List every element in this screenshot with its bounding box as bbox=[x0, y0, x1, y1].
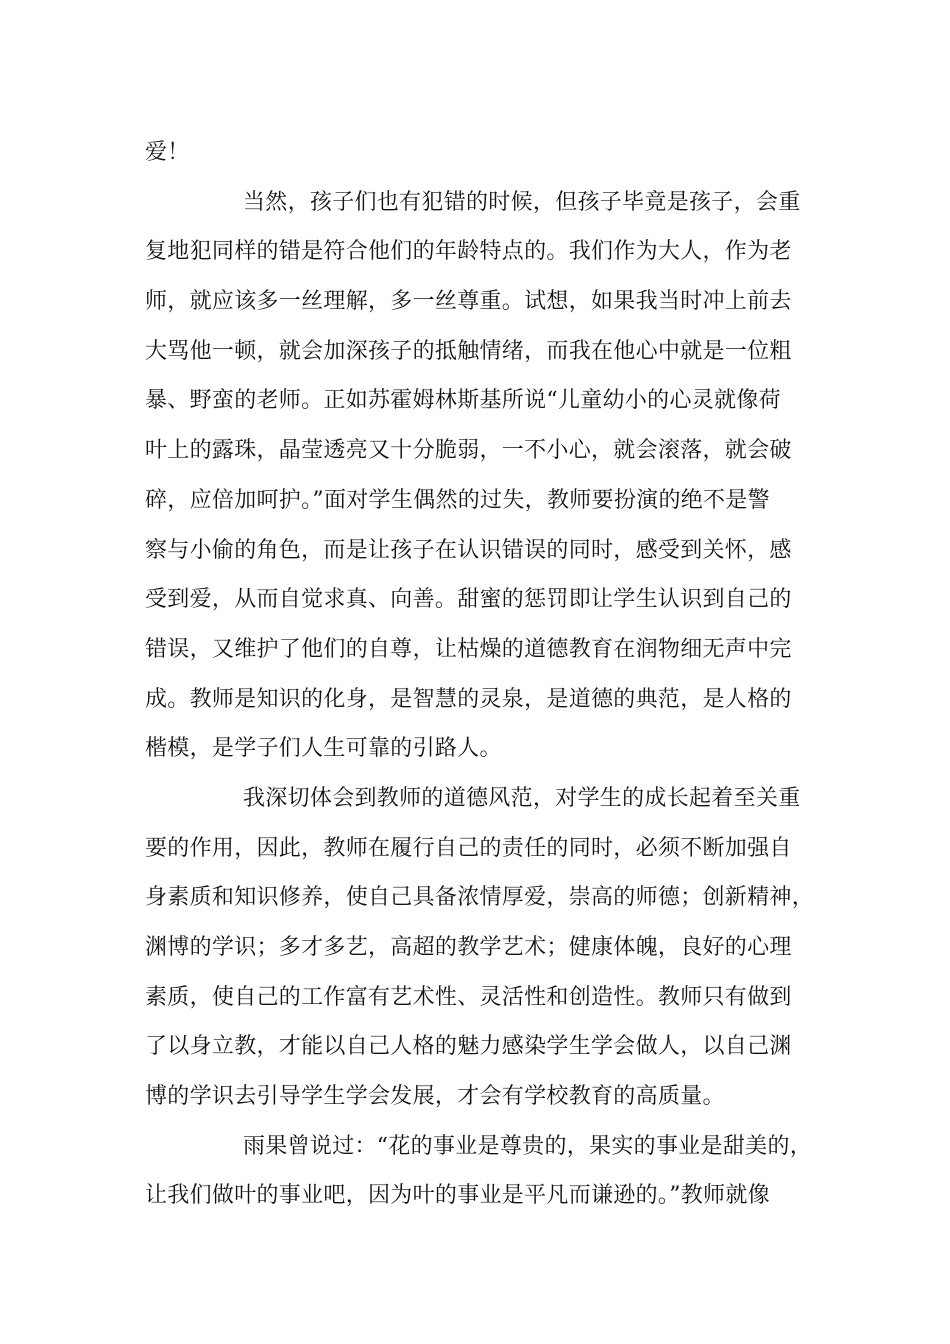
text-line: 博的学识去引导学生学会发展，才会有学校教育的高质量。 bbox=[145, 1084, 725, 1110]
text-line: 楷模，是学子们人生可靠的引路人。 bbox=[145, 736, 502, 762]
paragraph-first-line: 我深切体会到教师的道德风范，对学生的成长起着至关重 bbox=[243, 785, 801, 811]
text-line: 成。教师是知识的化身，是智慧的灵泉，是道德的典范，是人格的 bbox=[145, 686, 792, 712]
text-line: 错误，又维护了他们的自尊，让枯燥的道德教育在润物细无声中完 bbox=[145, 636, 792, 662]
text-line: 渊博的学识；多才多艺，高超的教学艺术；健康体魄，良好的心理 bbox=[145, 935, 792, 960]
paragraph-first-line: 雨果曾说过：“花的事业是尊贵的，果实的事业是甜美的， bbox=[243, 1133, 813, 1159]
text-line: 受到爱，从而自觉求真、向善。甜蜜的惩罚即让学生认识到自己的 bbox=[145, 587, 792, 613]
text-line: 大骂他一顿，就会加深孩子的抵触情绪，而我在他心中就是一位粗 bbox=[145, 338, 792, 364]
paragraph-first-line: 当然，孩子们也有犯错的时候，但孩子毕竟是孩子，会重 bbox=[243, 189, 801, 215]
text-line: 素质，使自己的工作富有艺术性、灵活性和创造性。教师只有做到 bbox=[145, 984, 792, 1010]
text-line: 暴、野蛮的老师。正如苏霍姆林斯基所说“儿童幼小的心灵就像荷 bbox=[145, 388, 781, 414]
text-line: 复地犯同样的错是符合他们的年龄特点的。我们作为大人，作为老 bbox=[145, 239, 792, 265]
text-line: 碎，应倍加呵护。”面对学生偶然的过失，教师要扮演的绝不是警 bbox=[145, 487, 770, 513]
text-line: 师，就应该多一丝理解，多一丝尊重。试想，如果我当时冲上前去 bbox=[145, 289, 792, 315]
text-line: 要的作用，因此，教师在履行自己的责任的同时，必须不断加强自 bbox=[145, 835, 792, 861]
text-line: 让我们做叶的事业吧，因为叶的事业是平凡而谦逊的。”教师就像 bbox=[145, 1183, 770, 1209]
text-line: 了以身立教，才能以自己人格的魅力感染学生学会做人，以自己渊 bbox=[145, 1034, 792, 1060]
document-body bbox=[145, 128, 825, 1221]
text-line: 叶上的露珠，晶莹透亮又十分脆弱，一不小心，就会滚落，就会破 bbox=[145, 438, 792, 464]
text-line: 察与小偷的角色，而是让孩子在认识错误的同时，感受到关怀，感 bbox=[145, 537, 792, 563]
text-line: 身素质和知识修养，使自己具备浓情厚爱，崇高的师德；创新精神， bbox=[145, 885, 815, 911]
text-line: 爱！ bbox=[145, 140, 190, 165]
